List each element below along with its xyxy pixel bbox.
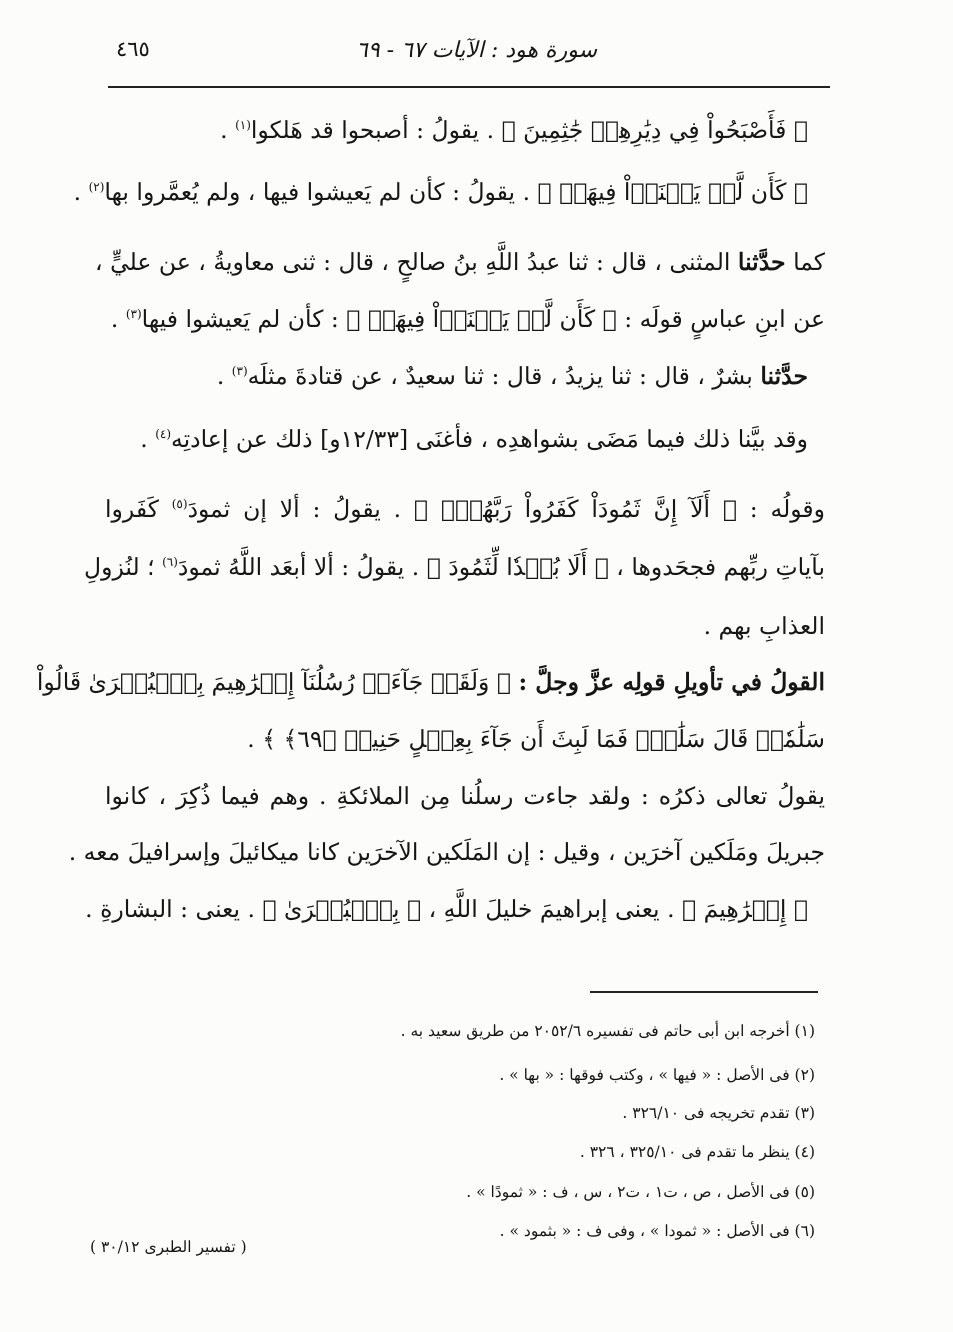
footnote-ref: (٤) [155, 427, 172, 442]
section-heading: القولُ في تأويلِ قولِه عزَّ وجلَّ : [518, 668, 825, 696]
quran-verse: ﴿ وَلَقَدۡ جَآءَتۡ رُسُلُنَآ إِبۡرَٰهِيمَ بِٱلۡبُشۡرَىٰ قَالُواْ [36, 668, 511, 696]
line-text: وقد بيَّنا ذلك فيما مَضَى بشواهدِه ، فأغنَى [١٢/٣٣و] ذلك عن إعادتِه [171, 425, 808, 453]
body-line-8 [84, 553, 825, 581]
line-text: المثنى ، قال : ثنا عبدُ اللَّهِ بنُ صالحٍ ، قال : ثنى معاويةُ ، عن عليٍّ ، [95, 248, 731, 276]
line-end: . [220, 116, 228, 144]
volume-signature: ( تفسير الطبرى ٣٠/١٢ ) [90, 1238, 247, 1256]
line-text-3: ؛ لنُزولِ [84, 553, 155, 581]
body-line-1 [88, 116, 808, 144]
narration-keyword: حدَّثنا [737, 248, 786, 276]
footnote-ref: (٣) [125, 307, 142, 322]
quran-verse: ﴿ كَأَن لَّمۡ يَغۡنَوۡاْ فِيهَآۗ ﴾ [537, 178, 808, 206]
quran-verse-2: ﴿ بِٱلۡبُشۡرَىٰ ﴾ [262, 895, 422, 923]
footnote-4: (٤) ينظر ما تقدم فى ٣٢٥/١٠ ، ٣٢٦ . [579, 1143, 815, 1161]
section-heading-line [36, 668, 825, 696]
quran-verse: ﴿ كَأَن لَّمۡ يَغۡنَوۡاْ فِيهَآۗ ﴾ [346, 305, 617, 333]
footnote-ref: (٥) [171, 497, 188, 512]
quran-verse: ﴿ إِبۡرَٰهِيمَ ﴾ [682, 895, 808, 923]
body-line-14 [85, 895, 808, 923]
line-text-3: كَفَروا [105, 495, 159, 523]
line-text: بآياتِ ربِّهم فجحَدوها ، [616, 553, 825, 581]
footnote-ref: (٢) [88, 180, 105, 195]
page-number: ٤٦٥ [116, 37, 150, 61]
line-end: . [73, 178, 82, 206]
footnote-3: (٣) تقدم تخريجه فى ٣٢٦/١٠ . [622, 1104, 815, 1122]
quran-verse: ﴿ أَلَآ إِنَّ ثَمُودَاْ كَفَرُواْ رَبَّهُمۡۗ ﴾ [413, 495, 737, 523]
footnote-1: (١) أخرجه ابن أبى حاتم فى تفسيره ٢٠٥٢/٦ من طريق سعيد به . [400, 1022, 815, 1040]
body-line-9 [105, 612, 825, 640]
line-text: بشرٌ ، قال : ثنا يزيدُ ، قال : ثنا سعيدٌ ، عن قتادةَ مثلَه [247, 362, 753, 390]
body-line-4 [105, 305, 825, 333]
line-text-2: : كأن لم يَعيشوا فيها [141, 305, 339, 333]
footnote-5: (٥) فى الأصل ، ص ، ت١ ، ت٢ ، س ، ف : « ثمودًا » . [466, 1183, 815, 1201]
quran-verse: سَلَٰمٗاۖ قَالَ سَلَٰمٞۖ فَمَا لَبِثَ أَن جَآءَ بِعِجۡلٍ حَنِيذٖ ﴿٦٩﴾ ﴾ [262, 725, 825, 753]
quran-verse: ﴿ أَلَا بُعۡدٗا لِّثَمُودَ ﴾ [426, 553, 609, 581]
running-head: سورة هود : الآيات ٦٧ - ٦٩ [356, 38, 597, 63]
line-end: . [140, 425, 148, 453]
body-line-5 [88, 362, 808, 390]
footnote-ref: (٣) [231, 364, 248, 379]
body-line-7 [105, 495, 825, 523]
line-text: العذابِ بهم . [703, 612, 825, 640]
body-line-3 [95, 248, 825, 276]
body-line-6 [88, 425, 808, 453]
line-text-2: . يعنى : البشارةِ . [85, 895, 255, 923]
line-text: يقولُ تعالى ذكرُه : ولقد جاءت رسلُنا مِن الملائكةِ . وهم فيما ذُكِرَ ، كانوا [105, 782, 825, 810]
body-line-12 [105, 782, 825, 810]
quran-verse: ﴿ فَأَصْبَحُواْ فِي دِيَٰرِهِمۡ جَٰثِمِينَ ﴾ [501, 116, 808, 144]
line-end: . [216, 362, 225, 390]
line-text: . يقولُ : كأن لم يَعيشوا فيها ، ولم يُعمَّروا بها [104, 178, 531, 206]
line-text: . يعنى إبراهيمَ خليلَ اللَّهِ ، [428, 895, 675, 923]
line-text-2: . يقولُ : ألا أبعَد اللَّهُ ثمودَ [177, 553, 420, 581]
body-line-11 [105, 725, 825, 753]
line-text: عن ابنِ عباسٍ قولَه : [624, 305, 825, 333]
body-line-13 [68, 838, 825, 866]
line-text-2: . يقولُ : ألا إن ثمودَ [187, 495, 402, 523]
line-text: وقولُه : [749, 495, 825, 523]
footnote-rule [590, 991, 818, 993]
footnote-2: (٢) فى الأصل : « فيها » ، وكتب فوقها : « بها » . [499, 1066, 815, 1084]
line-end: . [247, 725, 255, 753]
footnote-6: (٦) فى الأصل : « ثمودا » ، وفى ف : « بثمود » . [499, 1222, 815, 1240]
line-lead: كما [793, 248, 825, 276]
line-text: . يقولُ : أصبحوا قد هَلكوا [250, 116, 495, 144]
line-text: جبريلَ ومَلَكين آخرَين ، وقيل : إن المَلَكين الآخرَين كانا ميكائيلَ وإسرافيلَ معه . [68, 838, 825, 866]
narration-keyword: حدَّثنا [760, 362, 808, 390]
line-end: . [110, 305, 119, 333]
footnote-ref: (٦) [162, 555, 178, 570]
footnote-ref: (١) [235, 118, 251, 133]
body-line-2 [73, 178, 808, 206]
header-rule [108, 86, 830, 88]
